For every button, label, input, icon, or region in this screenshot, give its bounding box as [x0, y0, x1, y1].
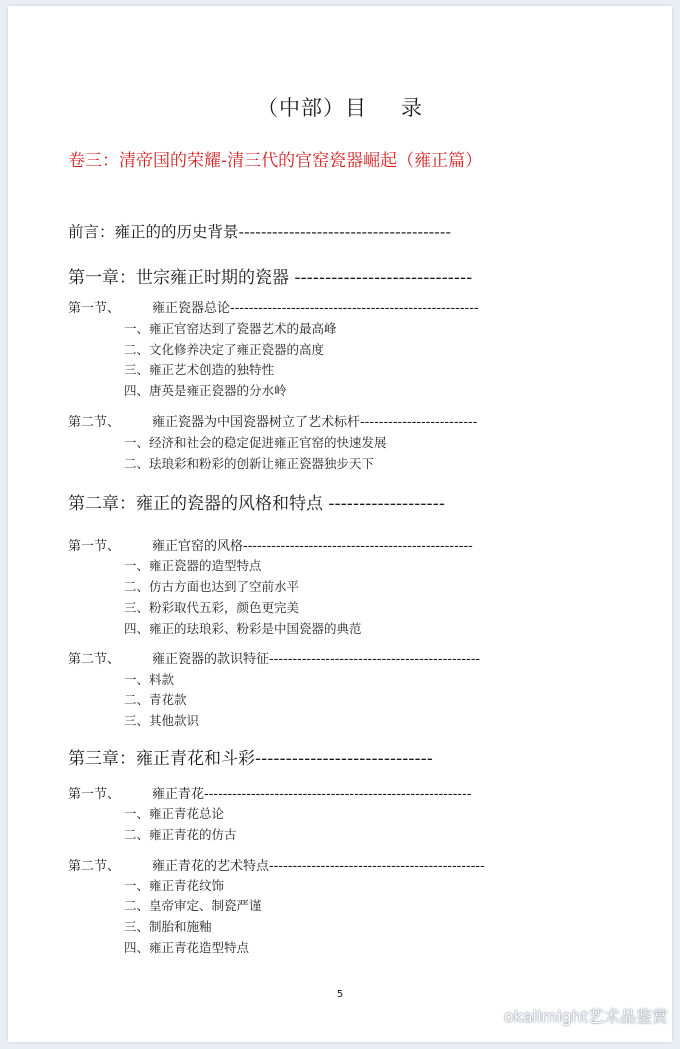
section-number: 第二节、 [68, 859, 121, 874]
list-item: 四、雍正青花造型特点 [124, 940, 250, 955]
list-item: 二、珐琅彩和粉彩的创新让雍正瓷器独步天下 [124, 456, 375, 471]
chapter-1-title: 第一章：世宗雍正时期的瓷器 ----------------------------- [68, 268, 473, 288]
page-number: 5 [336, 989, 344, 1000]
section-number: 第二节、 [68, 415, 121, 430]
list-item: 四、雍正的珐琅彩、粉彩是中国瓷器的典范 [124, 621, 362, 636]
section-number: 第一节、 [68, 301, 121, 316]
section-title: 雍正青花的艺术特点---------------------------------------------- [152, 859, 485, 874]
section-title: 雍正官窑的风格------------------------------------------------- [152, 539, 473, 554]
list-item: 二、青花款 [124, 692, 187, 707]
section-title: 雍正瓷器为中国瓷器树立了艺术标杆------------------------- [152, 415, 478, 430]
page-title [8, 92, 672, 122]
chapter-1-section-1 [68, 297, 479, 316]
list-item: 一、雍正瓷器的造型特点 [124, 558, 262, 573]
list-item: 三、粉彩取代五彩，颜色更完美 [124, 600, 300, 615]
title-part: （中部）目 [257, 96, 367, 120]
list-item: 三、制胎和施釉 [124, 919, 212, 934]
chapter-3-section-2 [68, 855, 485, 874]
document-page [8, 6, 672, 1042]
watermark [476, 1004, 668, 1027]
section-title: 雍正瓷器总论----------------------------------------------------- [152, 301, 479, 316]
section-title: 雍正瓷器的款识特征--------------------------------------------- [152, 652, 481, 667]
list-item: 三、雍正艺术创造的独特性 [124, 362, 275, 377]
list-item: 二、文化修养决定了雍正瓷器的高度 [124, 342, 325, 357]
chapter-2-section-1 [68, 535, 473, 554]
chapter-2-title: 第二章：雍正的瓷器的风格和特点 ------------------- [68, 494, 445, 514]
watermark-text: okallmight艺术品鉴赏 [503, 1007, 668, 1026]
section-title: 雍正青花--------------------------------------------------------- [152, 787, 472, 802]
title-suffix: 录 [401, 96, 423, 120]
list-item: 一、雍正官窑达到了瓷器艺术的最高峰 [124, 321, 337, 336]
list-item: 二、仿古方面也达到了空前水平 [124, 579, 300, 594]
chapter-3-section-1 [68, 783, 471, 802]
list-item: 二、雍正青花的仿古 [124, 827, 237, 842]
chapter-1-section-2 [68, 411, 477, 430]
list-item: 一、经济和社会的稳定促进雍正官窑的快速发展 [124, 435, 387, 450]
list-item: 一、雍正青花纹饰 [124, 878, 225, 893]
volume-title: 卷三：清帝国的荣耀-清三代的官窑瓷器崛起（雍正篇） [68, 151, 483, 171]
section-number: 第一节、 [68, 539, 121, 554]
wechat-icon [476, 1005, 498, 1027]
list-item: 一、雍正青花总论 [124, 806, 225, 821]
section-number: 第二节、 [68, 652, 121, 667]
chapter-3-title: 第三章：雍正青花和斗彩----------------------------- [68, 749, 433, 769]
list-item: 一、料款 [124, 672, 175, 687]
list-item: 三、其他款识 [124, 713, 200, 728]
chapter-2-section-2 [68, 648, 480, 667]
section-number: 第一节、 [68, 787, 121, 802]
list-item: 二、皇帝审定、制瓷严谨 [124, 898, 262, 913]
list-item: 四、唐英是雍正瓷器的分水岭 [124, 383, 287, 398]
preface-entry: 前言：雍正的的历史背景-------------------------------------- [68, 223, 452, 241]
